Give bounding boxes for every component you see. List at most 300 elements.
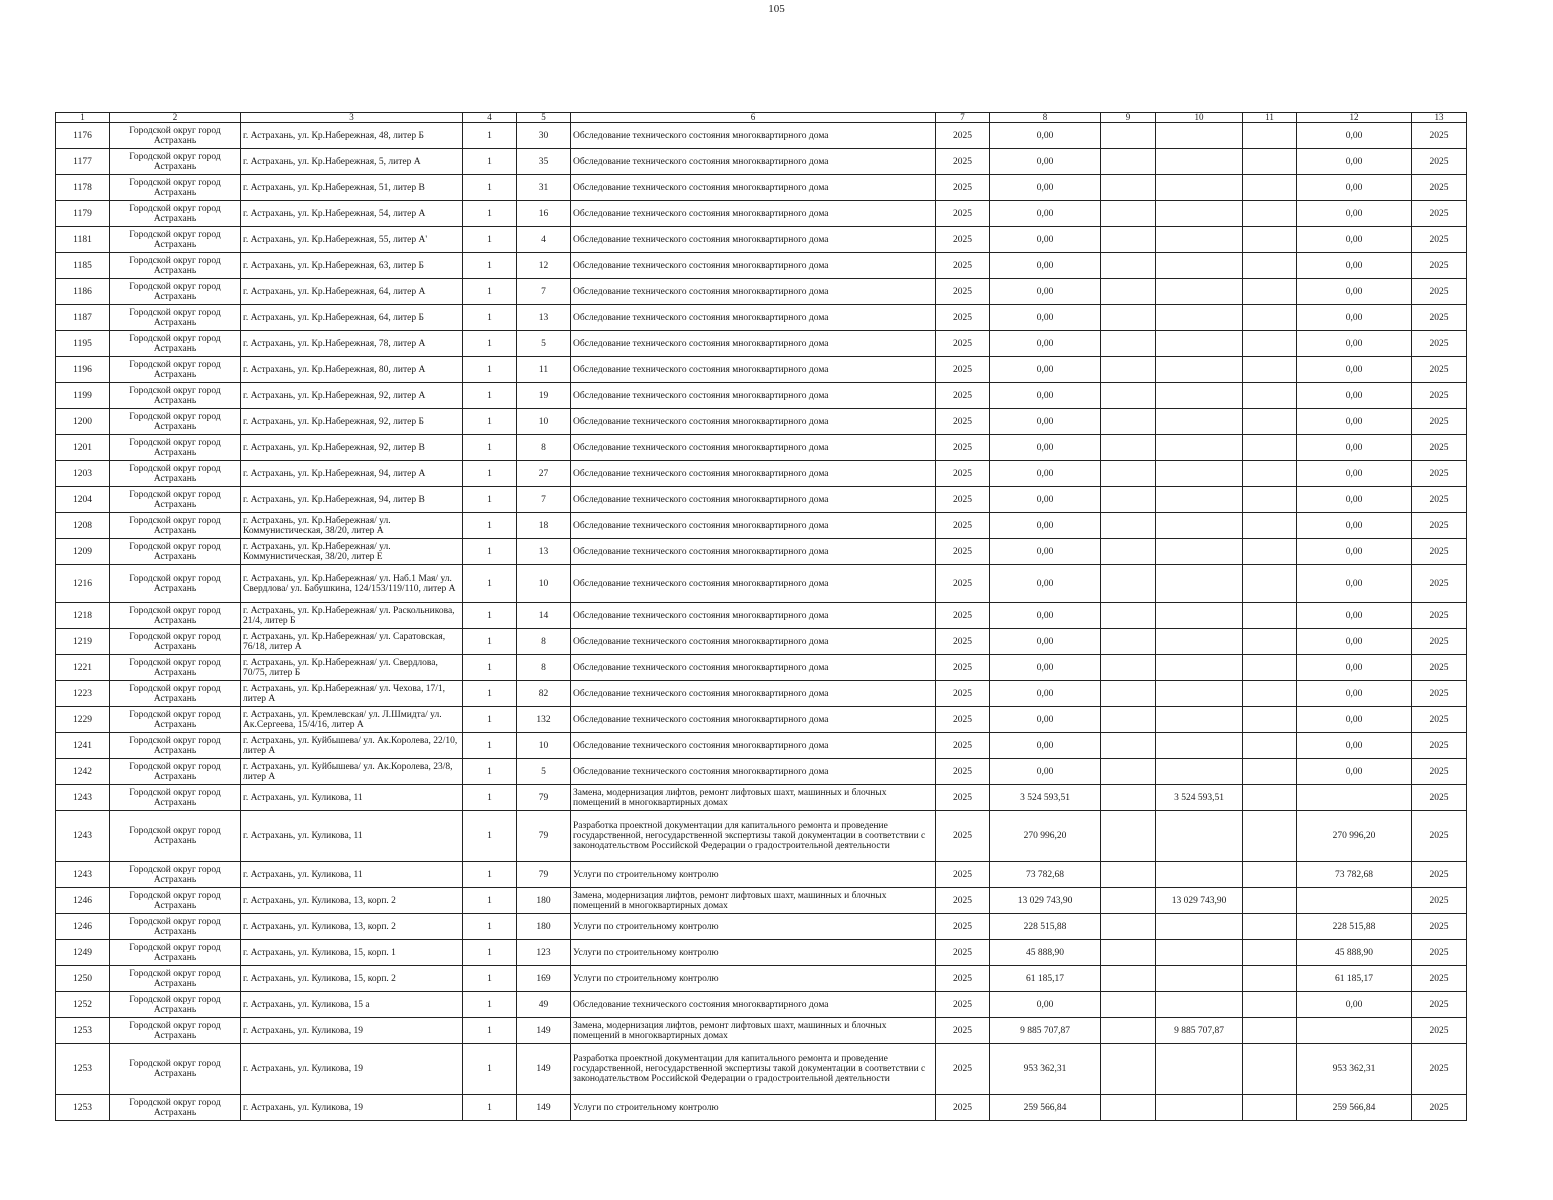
page-number: 105 — [768, 3, 785, 15]
col-11-cell — [1243, 785, 1297, 811]
year-cell: 2025 — [936, 175, 990, 201]
address-cell: г. Астрахань, ул. Куйбышева/ ул. Ак.Королева, 22/10, литер А — [241, 733, 463, 759]
col-5-cell: 10 — [517, 733, 571, 759]
address-cell: г. Астрахань, ул. Куликова, 15, корп. 1 — [241, 940, 463, 966]
work-type-cell: Обследование технического состояния многоквартирного дома — [571, 279, 936, 305]
col-12-cell — [1297, 888, 1412, 914]
column-header: 3 — [241, 113, 463, 123]
col-12-cell: 0,00 — [1297, 565, 1412, 603]
col-10-cell: 3 524 593,51 — [1156, 785, 1243, 811]
col-4-cell: 1 — [463, 862, 517, 888]
col-10-cell — [1156, 655, 1243, 681]
col-10-cell — [1156, 759, 1243, 785]
col-10-cell — [1156, 513, 1243, 539]
col-5-cell: 8 — [517, 655, 571, 681]
row-number-cell: 1252 — [56, 992, 110, 1018]
col-5-cell: 30 — [517, 123, 571, 149]
year-end-cell: 2025 — [1412, 279, 1467, 305]
year-end-cell: 2025 — [1412, 201, 1467, 227]
col-12-cell: 0,00 — [1297, 992, 1412, 1018]
row-number-cell: 1196 — [56, 357, 110, 383]
col-9-cell — [1101, 253, 1156, 279]
col-4-cell: 1 — [463, 1095, 517, 1121]
work-type-cell: Разработка проектной документации для капитального ремонта и проведение государственной, негосударственной экспертизы такой документации в соответствии с законодательством Российской Федерации о градостроительной деятельности — [571, 811, 936, 862]
col-4-cell: 1 — [463, 487, 517, 513]
col-4-cell: 1 — [463, 1018, 517, 1044]
col-10-cell — [1156, 227, 1243, 253]
col-12-cell: 0,00 — [1297, 331, 1412, 357]
address-cell: г. Астрахань, ул. Кр.Набережная/ ул. Чехова, 17/1, литер А — [241, 681, 463, 707]
col-10-cell — [1156, 201, 1243, 227]
col-5-cell: 132 — [517, 707, 571, 733]
total-cost-cell: 0,00 — [990, 253, 1101, 279]
col-4-cell: 1 — [463, 733, 517, 759]
year-cell: 2025 — [936, 629, 990, 655]
col-11-cell — [1243, 888, 1297, 914]
col-12-cell: 0,00 — [1297, 707, 1412, 733]
total-cost-cell: 0,00 — [990, 629, 1101, 655]
year-end-cell: 2025 — [1412, 681, 1467, 707]
year-cell: 2025 — [936, 966, 990, 992]
work-type-cell: Обследование технического состояния многоквартирного дома — [571, 707, 936, 733]
year-cell: 2025 — [936, 565, 990, 603]
column-header: 12 — [1297, 113, 1412, 123]
address-cell: г. Астрахань, ул. Кр.Набережная, 92, литер Б — [241, 409, 463, 435]
table-row — [56, 227, 1467, 253]
total-cost-cell: 0,00 — [990, 383, 1101, 409]
col-11-cell — [1243, 539, 1297, 565]
year-cell: 2025 — [936, 201, 990, 227]
col-4-cell: 1 — [463, 603, 517, 629]
col-12-cell: 0,00 — [1297, 149, 1412, 175]
col-11-cell — [1243, 357, 1297, 383]
total-cost-cell: 0,00 — [990, 305, 1101, 331]
work-type-cell: Замена, модернизация лифтов, ремонт лифтовых шахт, машинных и блочных помещений в многоквартирных домах — [571, 888, 936, 914]
col-4-cell: 1 — [463, 785, 517, 811]
col-9-cell — [1101, 409, 1156, 435]
col-4-cell: 1 — [463, 435, 517, 461]
row-number-cell: 1221 — [56, 655, 110, 681]
col-11-cell — [1243, 175, 1297, 201]
work-type-cell: Обследование технического состояния многоквартирного дома — [571, 629, 936, 655]
col-5-cell: 10 — [517, 409, 571, 435]
col-10-cell — [1156, 681, 1243, 707]
address-cell: г. Астрахань, ул. Кр.Набережная/ ул. Свердлова, 70/75, литер Б — [241, 655, 463, 681]
address-cell: г. Астрахань, ул. Куликова, 13, корп. 2 — [241, 888, 463, 914]
address-cell: г. Астрахань, ул. Куликова, 19 — [241, 1018, 463, 1044]
address-cell: г. Астрахань, ул. Кр.Набережная, 55, литер А' — [241, 227, 463, 253]
year-cell: 2025 — [936, 357, 990, 383]
col-5-cell: 180 — [517, 914, 571, 940]
col-11-cell — [1243, 409, 1297, 435]
col-5-cell: 19 — [517, 383, 571, 409]
table-row — [56, 681, 1467, 707]
col-11-cell — [1243, 487, 1297, 513]
table-row — [56, 1044, 1467, 1095]
column-header: 4 — [463, 113, 517, 123]
col-5-cell: 5 — [517, 759, 571, 785]
col-12-cell — [1297, 1018, 1412, 1044]
municipality-cell: Городской округ город Астрахань — [110, 513, 241, 539]
col-12-cell: 0,00 — [1297, 539, 1412, 565]
col-10-cell — [1156, 629, 1243, 655]
col-9-cell — [1101, 175, 1156, 201]
col-9-cell — [1101, 888, 1156, 914]
col-10-cell — [1156, 707, 1243, 733]
table-row — [56, 707, 1467, 733]
year-cell: 2025 — [936, 759, 990, 785]
year-end-cell: 2025 — [1412, 487, 1467, 513]
table-row — [56, 357, 1467, 383]
work-type-cell: Обследование технического состояния многоквартирного дома — [571, 513, 936, 539]
col-12-cell: 0,00 — [1297, 435, 1412, 461]
municipality-cell: Городской округ город Астрахань — [110, 811, 241, 862]
year-end-cell: 2025 — [1412, 966, 1467, 992]
row-number-cell: 1179 — [56, 201, 110, 227]
col-9-cell — [1101, 785, 1156, 811]
col-4-cell: 1 — [463, 123, 517, 149]
work-type-cell: Обследование технического состояния многоквартирного дома — [571, 759, 936, 785]
address-cell: г. Астрахань, ул. Кр.Набережная, 92, литер В — [241, 435, 463, 461]
col-9-cell — [1101, 539, 1156, 565]
year-end-cell: 2025 — [1412, 305, 1467, 331]
work-type-cell: Обследование технического состояния многоквартирного дома — [571, 123, 936, 149]
work-type-cell: Обследование технического состояния многоквартирного дома — [571, 149, 936, 175]
col-10-cell — [1156, 383, 1243, 409]
col-4-cell: 1 — [463, 565, 517, 603]
col-5-cell: 49 — [517, 992, 571, 1018]
col-5-cell: 13 — [517, 539, 571, 565]
column-header: 9 — [1101, 113, 1156, 123]
year-cell: 2025 — [936, 461, 990, 487]
work-type-cell: Обследование технического состояния многоквартирного дома — [571, 331, 936, 357]
col-12-cell: 0,00 — [1297, 655, 1412, 681]
col-9-cell — [1101, 811, 1156, 862]
column-header: 8 — [990, 113, 1101, 123]
address-cell: г. Астрахань, ул. Куликова, 13, корп. 2 — [241, 914, 463, 940]
year-end-cell: 2025 — [1412, 1018, 1467, 1044]
work-type-cell: Обследование технического состояния многоквартирного дома — [571, 461, 936, 487]
col-4-cell: 1 — [463, 227, 517, 253]
total-cost-cell: 0,00 — [990, 149, 1101, 175]
table-row — [56, 305, 1467, 331]
table-row — [56, 966, 1467, 992]
year-cell: 2025 — [936, 513, 990, 539]
col-11-cell — [1243, 331, 1297, 357]
row-number-cell: 1216 — [56, 565, 110, 603]
col-11-cell — [1243, 383, 1297, 409]
total-cost-cell: 270 996,20 — [990, 811, 1101, 862]
col-5-cell: 149 — [517, 1095, 571, 1121]
address-cell: г. Астрахань, ул. Кр.Набережная/ ул. Раскольникова, 21/4, литер Б — [241, 603, 463, 629]
table-row — [56, 539, 1467, 565]
row-number-cell: 1253 — [56, 1095, 110, 1121]
col-12-cell: 0,00 — [1297, 487, 1412, 513]
col-11-cell — [1243, 862, 1297, 888]
year-cell: 2025 — [936, 435, 990, 461]
municipality-cell: Городской округ город Астрахань — [110, 1044, 241, 1095]
total-cost-cell: 0,00 — [990, 357, 1101, 383]
col-10-cell — [1156, 331, 1243, 357]
col-9-cell — [1101, 733, 1156, 759]
total-cost-cell: 0,00 — [990, 487, 1101, 513]
col-10-cell — [1156, 149, 1243, 175]
row-number-cell: 1219 — [56, 629, 110, 655]
year-cell: 2025 — [936, 681, 990, 707]
table-row — [56, 175, 1467, 201]
col-10-cell: 13 029 743,90 — [1156, 888, 1243, 914]
col-10-cell — [1156, 940, 1243, 966]
col-9-cell — [1101, 513, 1156, 539]
row-number-cell: 1185 — [56, 253, 110, 279]
column-header: 7 — [936, 113, 990, 123]
year-cell: 2025 — [936, 655, 990, 681]
col-9-cell — [1101, 940, 1156, 966]
col-12-cell: 0,00 — [1297, 383, 1412, 409]
total-cost-cell: 45 888,90 — [990, 940, 1101, 966]
row-number-cell: 1195 — [56, 331, 110, 357]
column-header: 6 — [571, 113, 936, 123]
year-end-cell: 2025 — [1412, 785, 1467, 811]
col-10-cell: 9 885 707,87 — [1156, 1018, 1243, 1044]
year-end-cell: 2025 — [1412, 513, 1467, 539]
work-type-cell: Замена, модернизация лифтов, ремонт лифтовых шахт, машинных и блочных помещений в многоквартирных домах — [571, 1018, 936, 1044]
municipality-cell: Городской округ город Астрахань — [110, 253, 241, 279]
row-number-cell: 1242 — [56, 759, 110, 785]
col-9-cell — [1101, 149, 1156, 175]
municipality-cell: Городской округ город Астрахань — [110, 992, 241, 1018]
row-number-cell: 1223 — [56, 681, 110, 707]
col-4-cell: 1 — [463, 331, 517, 357]
work-type-cell: Обследование технического состояния многоквартирного дома — [571, 655, 936, 681]
year-end-cell: 2025 — [1412, 461, 1467, 487]
col-10-cell — [1156, 409, 1243, 435]
column-header: 2 — [110, 113, 241, 123]
municipality-cell: Городской округ город Астрахань — [110, 862, 241, 888]
col-12-cell: 0,00 — [1297, 681, 1412, 707]
year-cell: 2025 — [936, 1044, 990, 1095]
col-5-cell: 82 — [517, 681, 571, 707]
table-row — [56, 461, 1467, 487]
col-4-cell: 1 — [463, 914, 517, 940]
work-type-cell: Обследование технического состояния многоквартирного дома — [571, 565, 936, 603]
municipality-cell: Городской округ город Астрахань — [110, 759, 241, 785]
col-4-cell: 1 — [463, 992, 517, 1018]
col-9-cell — [1101, 383, 1156, 409]
col-11-cell — [1243, 811, 1297, 862]
table-row — [56, 759, 1467, 785]
total-cost-cell: 0,00 — [990, 513, 1101, 539]
table-row — [56, 409, 1467, 435]
table-row — [56, 383, 1467, 409]
year-cell: 2025 — [936, 603, 990, 629]
municipality-cell: Городской округ город Астрахань — [110, 149, 241, 175]
table-row — [56, 513, 1467, 539]
year-end-cell: 2025 — [1412, 862, 1467, 888]
row-number-cell: 1181 — [56, 227, 110, 253]
year-cell: 2025 — [936, 253, 990, 279]
col-9-cell — [1101, 435, 1156, 461]
col-9-cell — [1101, 201, 1156, 227]
col-10-cell — [1156, 357, 1243, 383]
col-10-cell — [1156, 603, 1243, 629]
work-type-cell: Обследование технического состояния многоквартирного дома — [571, 383, 936, 409]
col-10-cell — [1156, 435, 1243, 461]
col-12-cell: 228 515,88 — [1297, 914, 1412, 940]
table-row — [56, 487, 1467, 513]
row-number-cell: 1246 — [56, 914, 110, 940]
year-cell: 2025 — [936, 1095, 990, 1121]
col-11-cell — [1243, 253, 1297, 279]
col-11-cell — [1243, 1044, 1297, 1095]
col-4-cell: 1 — [463, 305, 517, 331]
col-9-cell — [1101, 1095, 1156, 1121]
total-cost-cell: 0,00 — [990, 539, 1101, 565]
year-end-cell: 2025 — [1412, 149, 1467, 175]
total-cost-cell: 0,00 — [990, 733, 1101, 759]
col-9-cell — [1101, 123, 1156, 149]
col-12-cell: 73 782,68 — [1297, 862, 1412, 888]
col-11-cell — [1243, 603, 1297, 629]
col-9-cell — [1101, 565, 1156, 603]
column-header: 5 — [517, 113, 571, 123]
col-9-cell — [1101, 227, 1156, 253]
year-end-cell: 2025 — [1412, 253, 1467, 279]
col-10-cell — [1156, 811, 1243, 862]
address-cell: г. Астрахань, ул. Куликова, 19 — [241, 1095, 463, 1121]
col-4-cell: 1 — [463, 513, 517, 539]
col-10-cell — [1156, 461, 1243, 487]
table-row — [56, 435, 1467, 461]
total-cost-cell: 0,00 — [990, 759, 1101, 785]
row-number-cell: 1209 — [56, 539, 110, 565]
col-10-cell — [1156, 966, 1243, 992]
col-5-cell: 79 — [517, 811, 571, 862]
municipality-cell: Городской округ город Астрахань — [110, 914, 241, 940]
col-5-cell: 35 — [517, 149, 571, 175]
year-end-cell: 2025 — [1412, 383, 1467, 409]
col-9-cell — [1101, 331, 1156, 357]
row-number-cell: 1186 — [56, 279, 110, 305]
col-4-cell: 1 — [463, 279, 517, 305]
col-4-cell: 1 — [463, 357, 517, 383]
total-cost-cell: 0,00 — [990, 655, 1101, 681]
year-end-cell: 2025 — [1412, 409, 1467, 435]
year-cell: 2025 — [936, 940, 990, 966]
municipality-cell: Городской округ город Астрахань — [110, 123, 241, 149]
row-number-cell: 1204 — [56, 487, 110, 513]
year-cell: 2025 — [936, 862, 990, 888]
address-cell: г. Астрахань, ул. Куликова, 11 — [241, 862, 463, 888]
year-end-cell: 2025 — [1412, 603, 1467, 629]
col-12-cell: 0,00 — [1297, 603, 1412, 629]
address-cell: г. Астрахань, ул. Кр.Набережная, 94, литер В — [241, 487, 463, 513]
municipality-cell: Городской округ город Астрахань — [110, 966, 241, 992]
address-cell: г. Астрахань, ул. Куликова, 19 — [241, 1044, 463, 1095]
col-11-cell — [1243, 305, 1297, 331]
col-5-cell: 4 — [517, 227, 571, 253]
col-5-cell: 12 — [517, 253, 571, 279]
address-cell: г. Астрахань, ул. Кр.Набережная/ ул. Коммунистическая, 38/20, литер Е — [241, 539, 463, 565]
municipality-cell: Городской округ город Астрахань — [110, 331, 241, 357]
column-header: 11 — [1243, 113, 1297, 123]
year-cell: 2025 — [936, 305, 990, 331]
address-cell: г. Астрахань, ул. Кр.Набережная, 51, литер В — [241, 175, 463, 201]
year-cell: 2025 — [936, 785, 990, 811]
col-9-cell — [1101, 862, 1156, 888]
address-cell: г. Астрахань, ул. Кр.Набережная/ ул. Саратовская, 76/18, литер А — [241, 629, 463, 655]
work-type-cell: Услуги по строительному контролю — [571, 1095, 936, 1121]
col-9-cell — [1101, 1044, 1156, 1095]
total-cost-cell: 0,00 — [990, 331, 1101, 357]
col-10-cell — [1156, 862, 1243, 888]
year-end-cell: 2025 — [1412, 888, 1467, 914]
total-cost-cell: 0,00 — [990, 227, 1101, 253]
year-end-cell: 2025 — [1412, 1095, 1467, 1121]
col-9-cell — [1101, 681, 1156, 707]
year-end-cell: 2025 — [1412, 940, 1467, 966]
work-type-cell: Обследование технического состояния многоквартирного дома — [571, 201, 936, 227]
col-4-cell: 1 — [463, 1044, 517, 1095]
address-cell: г. Астрахань, ул. Кр.Набережная, 64, литер А — [241, 279, 463, 305]
col-9-cell — [1101, 357, 1156, 383]
col-12-cell: 0,00 — [1297, 175, 1412, 201]
col-9-cell — [1101, 992, 1156, 1018]
column-header: 13 — [1412, 113, 1467, 123]
col-12-cell: 0,00 — [1297, 123, 1412, 149]
year-cell: 2025 — [936, 1018, 990, 1044]
col-5-cell: 14 — [517, 603, 571, 629]
address-cell: г. Астрахань, ул. Кремлевская/ ул. Л.Шмидта/ ул. Ак.Сергеева, 15/4/16, литер А — [241, 707, 463, 733]
col-9-cell — [1101, 305, 1156, 331]
col-10-cell — [1156, 253, 1243, 279]
col-4-cell: 1 — [463, 149, 517, 175]
row-number-cell: 1208 — [56, 513, 110, 539]
total-cost-cell: 73 782,68 — [990, 862, 1101, 888]
year-end-cell: 2025 — [1412, 655, 1467, 681]
total-cost-cell: 0,00 — [990, 992, 1101, 1018]
col-11-cell — [1243, 227, 1297, 253]
col-12-cell: 45 888,90 — [1297, 940, 1412, 966]
col-4-cell: 1 — [463, 253, 517, 279]
work-type-cell: Обследование технического состояния многоквартирного дома — [571, 253, 936, 279]
col-11-cell — [1243, 513, 1297, 539]
col-5-cell: 5 — [517, 331, 571, 357]
municipality-cell: Городской округ город Астрахань — [110, 357, 241, 383]
col-4-cell: 1 — [463, 811, 517, 862]
work-type-cell: Услуги по строительному контролю — [571, 966, 936, 992]
col-11-cell — [1243, 123, 1297, 149]
address-cell: г. Астрахань, ул. Кр.Набережная, 48, литер Б — [241, 123, 463, 149]
col-5-cell: 8 — [517, 435, 571, 461]
year-end-cell: 2025 — [1412, 565, 1467, 603]
municipality-cell: Городской округ город Астрахань — [110, 940, 241, 966]
col-11-cell — [1243, 461, 1297, 487]
address-cell: г. Астрахань, ул. Кр.Набережная, 92, литер А — [241, 383, 463, 409]
municipality-cell: Городской округ город Астрахань — [110, 435, 241, 461]
work-type-cell: Обследование технического состояния многоквартирного дома — [571, 539, 936, 565]
table-row — [56, 201, 1467, 227]
work-type-cell: Обследование технического состояния многоквартирного дома — [571, 227, 936, 253]
col-4-cell: 1 — [463, 681, 517, 707]
col-5-cell: 27 — [517, 461, 571, 487]
municipality-cell: Городской округ город Астрахань — [110, 201, 241, 227]
address-cell: г. Астрахань, ул. Куйбышева/ ул. Ак.Королева, 23/8, литер А — [241, 759, 463, 785]
row-number-cell: 1177 — [56, 149, 110, 175]
col-10-cell — [1156, 279, 1243, 305]
col-12-cell: 259 566,84 — [1297, 1095, 1412, 1121]
col-11-cell — [1243, 655, 1297, 681]
